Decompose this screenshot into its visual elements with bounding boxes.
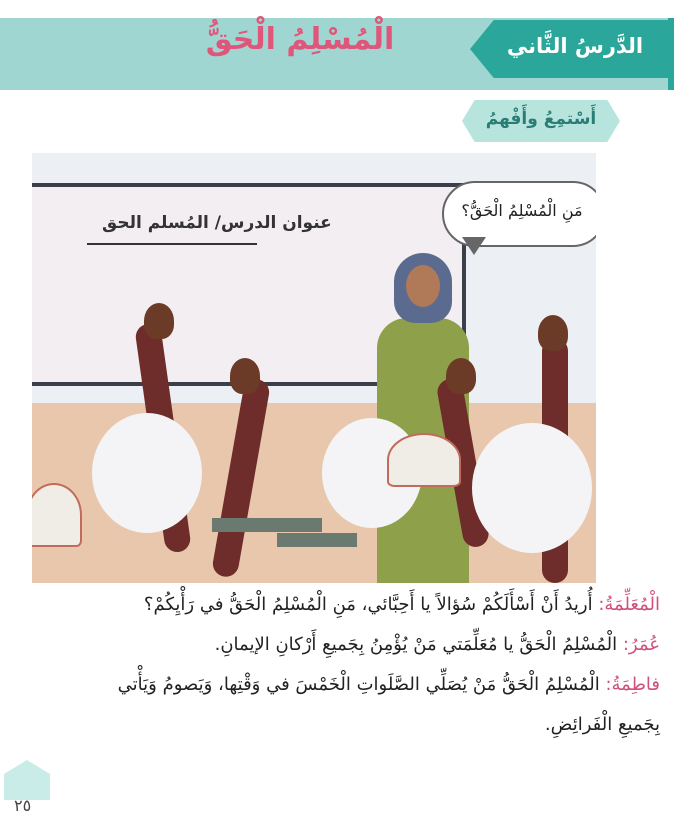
student-cap (387, 433, 461, 487)
page-number: ٢٥ (14, 796, 32, 815)
student-cap (32, 483, 82, 547)
board-underline (87, 243, 257, 245)
student-head (472, 423, 592, 553)
raised-hand (446, 358, 476, 394)
raised-hand (538, 315, 568, 351)
raised-hand (230, 358, 260, 394)
dialogue-text: الْمُسْلِمُ الْحَقُّ مَنْ يُصَلِّي الصَّلَواتِ الْخَمْسَ في وَقْتِها، وَيَصومُ وَيَأْتي (117, 674, 606, 695)
dialogue-text: بِجَميعِ الْفَرائِضِ. (544, 714, 660, 735)
speaker-name: عُمَرُ: (622, 634, 660, 655)
speech-bubble-tail (462, 237, 486, 255)
header-accent (668, 18, 674, 90)
dome-ornament-icon (4, 760, 50, 800)
board-text: عنوان الدرس/ المُسلم الحق (102, 213, 332, 233)
dialogue-line (20, 665, 660, 705)
desk (277, 533, 357, 547)
dialogue-line (20, 585, 660, 625)
page-title: الْمُسْلِمُ الْحَقُّ (205, 22, 395, 57)
teacher-face (406, 265, 440, 307)
section-label: أَسْتمِعُ وأَفْهمُ (485, 109, 597, 129)
dialogue (20, 585, 660, 745)
dialogue-line (20, 625, 660, 665)
student-head (92, 413, 202, 533)
dialogue-text: الْمُسْلِمُ الْحَقُّ يا مُعَلِّمَتي مَنْ يُؤْمِنُ بِجَميعِ أَرْكانِ الإيمانِ. (214, 634, 623, 655)
raised-hand (144, 303, 174, 339)
dialogue-text: أُريدُ أَنْ أَسْأَلَكُمْ سُؤالاً يا أَحِبَّائي، مَنِ الْمُسْلِمُ الْحَقُّ في رَأْيِكُمْ؟ (143, 594, 599, 615)
classroom-illustration (32, 153, 596, 583)
desk (212, 518, 322, 532)
speaker-name: فاطِمَةُ: (605, 674, 660, 695)
lesson-label: الدَّرسُ الثَّاني (506, 34, 644, 58)
dialogue-line (20, 705, 660, 745)
speaker-name: الْمُعَلِّمَةُ: (598, 594, 660, 615)
speech-bubble-text: مَنِ الْمُسْلِمُ الْحَقُّ؟ (461, 201, 583, 220)
